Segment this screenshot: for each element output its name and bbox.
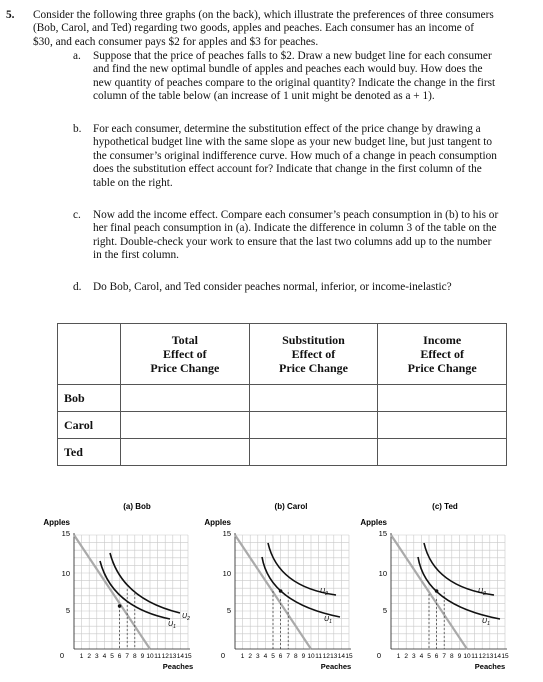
header-income: Income Effect of Price Change [378,324,507,385]
part-letter: d. [73,281,82,293]
part-line: table on the right. [93,176,173,189]
x-tick: 14 [176,653,185,660]
x-tick: 9 [140,653,145,660]
part-line: column of the table below (an increase of 1 unit might be denoted as a + 1). [93,90,435,103]
part-letter: b. [73,123,82,135]
x-tick: 9 [301,653,306,660]
table-row [58,412,507,439]
part-line: Now add the income effect. Compare each consumer’s peach consumption in (b) to his or [93,209,499,221]
x-axis-label: Peaches [474,662,506,671]
row-label: Bob [58,385,121,412]
x-tick: 3 [255,653,260,660]
x-tick: 6 [278,653,283,660]
y-tick: 0 [220,651,225,660]
part-line: does the substitution effect account for? Indicate that change in the first column of the [93,163,482,176]
y-tick: 10 [61,569,70,578]
table-cell[interactable] [249,385,378,412]
x-tick: 1 [240,653,245,660]
x-tick: 15 [501,653,509,660]
part-line: hypothetical budget line with the same slope as your new budget line, but just tangent to [93,136,493,149]
x-tick: 13 [169,653,177,660]
x-tick: 13 [486,653,494,660]
x-tick: 11 [154,653,161,660]
x-tick: 1 [396,653,401,660]
row-label: Ted [58,439,121,466]
table-cell[interactable] [249,439,378,466]
curve-label: $U_1$ [482,618,490,627]
question-number: 5. [6,9,15,21]
x-tick: 12 [478,653,486,660]
x-tick: 15 [184,653,192,660]
x-tick-labels [241,653,353,660]
part-line: Suppose that the price of peaches falls to $2. Draw a new budget line for each consumer [93,50,492,62]
part-line: in the first column. [93,249,179,262]
x-tick: 14 [493,653,502,660]
x-tick: 2 [404,653,409,660]
graph-title: (c) Ted [432,502,458,511]
x-tick: 12 [161,653,169,660]
x-tick: 8 [132,653,137,660]
y-tick: 5 [226,606,231,615]
graphs-figure [0,495,543,682]
part-line: For each consumer, determine the substitution effect of the price change by drawing a [93,123,481,135]
y-tick: 0 [376,651,381,660]
x-tick: 11 [315,653,322,660]
part-line: Do Bob, Carol, and Ted consider peaches normal, inferior, or income-inelastic? [93,281,452,293]
part-line: her final peach consumption in (a). Indicate the difference in column 3 of the table on the [93,222,497,235]
x-tick: 2 [87,653,92,660]
part-line: right. Double-check your work to ensure that the last two columns add up to the number [93,235,492,248]
y-axis-label: Apples [204,518,231,527]
x-tick: 14 [337,653,346,660]
curve-label: $U_1$ [168,621,176,630]
table-cell[interactable] [378,385,507,412]
graph-title: (a) Bob [123,502,151,511]
header-substitution: Substitution Effect of Price Change [249,324,378,385]
x-tick-labels [80,653,192,660]
x-tick: 6 [434,653,439,660]
x-tick: 15 [345,653,353,660]
table-row [58,385,507,412]
x-tick: 4 [102,653,107,660]
table-cell[interactable] [249,412,378,439]
table-cell[interactable] [378,439,507,466]
x-tick: 7 [125,653,130,660]
x-tick: 12 [322,653,330,660]
x-tick: 10 [146,653,154,660]
curve-label: $U_2$ [182,613,190,622]
y-tick: 15 [61,529,70,538]
question-lead [33,9,533,49]
effects-table [57,323,507,466]
x-tick: 2 [248,653,253,660]
table-cell[interactable] [121,412,250,439]
curve-label: $U_1$ [324,616,332,625]
table-header-row [58,324,507,385]
x-tick: 8 [293,653,298,660]
x-tick: 3 [411,653,416,660]
table-corner-cell [58,324,121,385]
graph-title: (b) Carol [274,502,308,511]
header-total: Total Effect of Price Change [121,324,250,385]
x-tick-labels [397,653,509,660]
y-tick: 15 [378,529,387,538]
table-cell[interactable] [121,439,250,466]
x-tick: 13 [330,653,338,660]
part-letter: a. [73,50,81,62]
y-tick: 10 [222,569,231,578]
lead-line: $30, and each consumer pays $2 for apples and $3 for peaches. [33,35,319,48]
y-tick: 10 [378,569,387,578]
table-cell[interactable] [121,385,250,412]
x-tick: 5 [427,653,431,660]
x-tick: 1 [79,653,84,660]
y-tick: 15 [222,529,231,538]
graph-bob [43,502,193,671]
part-line: and find the new optimal bundle of apples and peaches each would buy. How does the [93,63,483,76]
y-tick: 5 [65,606,70,615]
lead-line: Consider the following three graphs (on the back), which illustrate the preferences of three consumers [33,9,494,21]
y-tick: 5 [382,606,387,615]
x-tick: 6 [117,653,122,660]
x-tick: 5 [271,653,275,660]
x-tick: 4 [263,653,268,660]
y-tick: 0 [59,651,64,660]
curve-label: $U_2$ [478,588,486,597]
x-tick: 5 [110,653,114,660]
x-tick: 7 [442,653,447,660]
x-tick: 7 [286,653,291,660]
x-tick: 3 [94,653,99,660]
x-tick: 8 [449,653,454,660]
graph-carol [204,502,353,671]
part-letter: c. [73,209,81,221]
y-axis-label: Apples [360,518,387,527]
x-tick: 10 [307,653,315,660]
x-tick: 10 [463,653,471,660]
indifference-curve-u1 [262,557,340,617]
row-label: Carol [58,412,121,439]
curve-label: $U_2$ [320,588,328,597]
graph-ted [360,502,509,671]
indifference-curve-u2 [268,543,336,595]
indifference-curve-u2 [424,543,494,595]
part-line: the consumer’s original indifference curve. How much of a change in peach consumption [93,149,497,162]
part-line: new quantity of peaches compare to the original quantity? Indicate the change in the first [93,76,496,89]
x-tick: 11 [471,653,478,660]
lead-line: (Bob, Carol, and Ted) regarding two goods, apples and peaches. Each consumer has an income of [33,22,475,35]
table-row [58,439,507,466]
x-axis-label: Peaches [320,662,352,671]
x-tick: 9 [457,653,462,660]
x-axis-label: Peaches [162,662,194,671]
x-tick: 4 [419,653,424,660]
y-axis-label: Apples [43,518,70,527]
table-cell[interactable] [378,412,507,439]
